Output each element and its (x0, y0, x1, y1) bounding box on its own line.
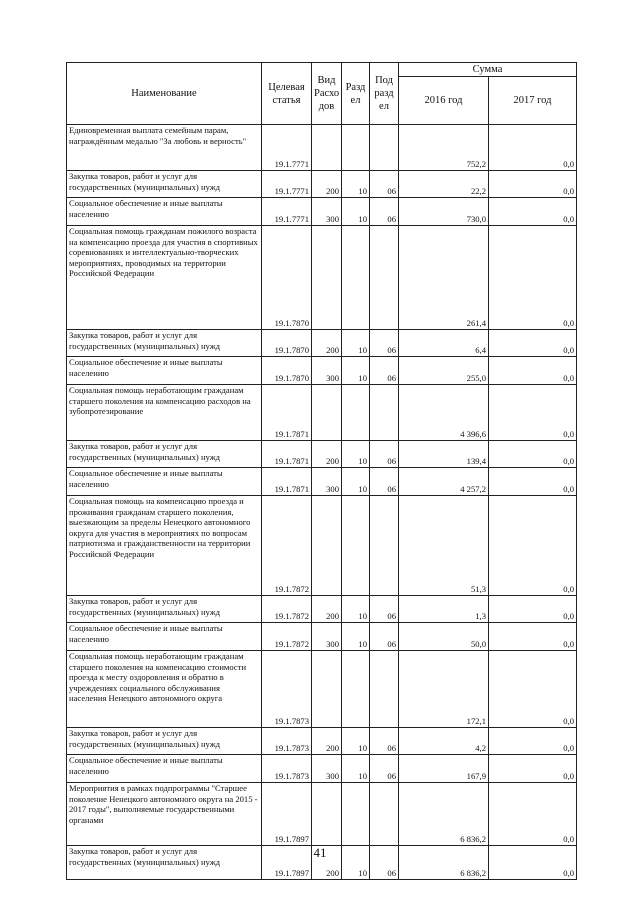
table-cell-expense-type (312, 226, 342, 330)
table-cell-2017: 0,0 (489, 125, 577, 171)
header-name: Наименование (67, 63, 262, 125)
header-sum: Сумма (399, 63, 577, 77)
table-cell-article: 19.1.7771 (262, 171, 312, 198)
table-cell-2017: 0,0 (489, 651, 577, 728)
table-cell-2016: 172,1 (399, 651, 489, 728)
table-cell-expense-type: 300 (312, 468, 342, 496)
table-cell-name: Закупка товаров, работ и услуг для государственных (муниципальных) нужд (67, 728, 262, 755)
table-cell-2016: 51,3 (399, 496, 489, 596)
table-row (67, 441, 577, 468)
table-cell-section (342, 226, 370, 330)
table-cell-name: Единовременная выплата семейным парам, награждённым медалью "За любовь и верность" (67, 125, 262, 171)
table-cell-name: Социальное обеспечение и иные выплаты населению (67, 357, 262, 385)
table-cell-subsection: 06 (370, 755, 399, 783)
table-cell-expense-type: 200 (312, 330, 342, 357)
table-cell-2016: 6 836,2 (399, 783, 489, 846)
table-cell-2016: 167,9 (399, 755, 489, 783)
table-cell-2017: 0,0 (489, 198, 577, 226)
table-cell-expense-type: 300 (312, 623, 342, 651)
table-cell-2016: 4 257,2 (399, 468, 489, 496)
table-cell-expense-type: 300 (312, 755, 342, 783)
table-cell-expense-type: 300 (312, 198, 342, 226)
table-cell-2016: 1,3 (399, 596, 489, 623)
table-cell-2016: 4 396,6 (399, 385, 489, 441)
table-cell-name: Мероприятия в рамках подпрограммы "Старшее поколение Ненецкого автономного округа на 2015 - 2017 годы", выполняемые государственными органами (67, 783, 262, 846)
table-cell-2016: 139,4 (399, 441, 489, 468)
table-cell-expense-type: 200 (312, 728, 342, 755)
table-cell-section: 10 (342, 623, 370, 651)
table-cell-2017: 0,0 (489, 385, 577, 441)
table-cell-section: 10 (342, 198, 370, 226)
table-row (67, 357, 577, 385)
table-cell-expense-type (312, 496, 342, 596)
table-row (67, 385, 577, 441)
table-cell-2016: 752,2 (399, 125, 489, 171)
table-cell-name: Социальное обеспечение и иные выплаты населению (67, 198, 262, 226)
table-cell-2016: 730,0 (399, 198, 489, 226)
table-cell-subsection: 06 (370, 171, 399, 198)
table-cell-name: Социальное обеспечение и иные выплаты населению (67, 623, 262, 651)
table-cell-section: 10 (342, 441, 370, 468)
table-cell-subsection: 06 (370, 728, 399, 755)
table-cell-2017: 0,0 (489, 468, 577, 496)
table-cell-subsection (370, 226, 399, 330)
table-cell-article: 19.1.7872 (262, 596, 312, 623)
table-row (67, 330, 577, 357)
table-cell-subsection: 06 (370, 198, 399, 226)
table-cell-expense-type: 200 (312, 441, 342, 468)
table-cell-2017: 0,0 (489, 846, 577, 880)
table-row (67, 728, 577, 755)
header-expense-type: Вид Расхо дов (312, 63, 342, 125)
table-cell-2016: 50,0 (399, 623, 489, 651)
table-cell-section (342, 125, 370, 171)
table-cell-section (342, 496, 370, 596)
table-cell-expense-type: 300 (312, 357, 342, 385)
table-cell-article: 19.1.7873 (262, 728, 312, 755)
table-cell-section (342, 385, 370, 441)
header-target-article: Целевая статья (262, 63, 312, 125)
table-cell-2017: 0,0 (489, 728, 577, 755)
table-cell-article: 19.1.7872 (262, 496, 312, 596)
table-cell-section: 10 (342, 846, 370, 880)
table-cell-section: 10 (342, 357, 370, 385)
table-cell-section: 10 (342, 468, 370, 496)
table-cell-name: Социальная помощь неработающим гражданам старшего поколения на компенсацию расходов на зубопротезирование (67, 385, 262, 441)
table-cell-article: 19.1.7873 (262, 755, 312, 783)
table-cell-section: 10 (342, 728, 370, 755)
table-cell-subsection (370, 651, 399, 728)
table-row (67, 226, 577, 330)
header-subsection: Под разд ел (370, 63, 399, 125)
table-cell-2017: 0,0 (489, 496, 577, 596)
table-cell-article: 19.1.7897 (262, 846, 312, 880)
table-cell-subsection: 06 (370, 330, 399, 357)
table-cell-subsection (370, 385, 399, 441)
table-row (67, 171, 577, 198)
table-cell-article: 19.1.7871 (262, 385, 312, 441)
table-cell-article: 19.1.7771 (262, 198, 312, 226)
table-cell-article: 19.1.7873 (262, 651, 312, 728)
table-cell-section: 10 (342, 171, 370, 198)
table-row (67, 755, 577, 783)
table-cell-name: Закупка товаров, работ и услуг для государственных (муниципальных) нужд (67, 596, 262, 623)
table-cell-article: 19.1.7870 (262, 226, 312, 330)
table-cell-subsection (370, 125, 399, 171)
table-body (67, 125, 577, 880)
table-row (67, 623, 577, 651)
table-cell-2016: 255,0 (399, 357, 489, 385)
table-cell-section (342, 651, 370, 728)
table-cell-section: 10 (342, 596, 370, 623)
table-cell-name: Социальная помощь гражданам пожилого возраста на компенсацию проезда для участия в спортивных соревнованиях и интеллектуально-творческих мероприятиях, проводимых на территории Российской Федерации (67, 226, 262, 330)
table-cell-2017: 0,0 (489, 330, 577, 357)
table-row (67, 468, 577, 496)
table-cell-2017: 0,0 (489, 755, 577, 783)
table-cell-section (342, 783, 370, 846)
table-cell-section: 10 (342, 330, 370, 357)
table-cell-2016: 261,4 (399, 226, 489, 330)
table-cell-2017: 0,0 (489, 623, 577, 651)
table-cell-2017: 0,0 (489, 357, 577, 385)
table-cell-2017: 0,0 (489, 226, 577, 330)
table-cell-subsection: 06 (370, 623, 399, 651)
table-cell-2016: 6,4 (399, 330, 489, 357)
table-cell-article: 19.1.7870 (262, 357, 312, 385)
page-number: 41 (313, 845, 327, 860)
table-row (67, 596, 577, 623)
table-cell-name: Закупка товаров, работ и услуг для государственных (муниципальных) нужд (67, 846, 262, 880)
budget-table (66, 62, 577, 880)
table-cell-expense-type (312, 783, 342, 846)
header-year-2016: 2016 год (399, 77, 489, 125)
table-cell-name: Социальная помощь на компенсацию проезда и проживания гражданам старшего поколения, выезжающим за пределы Ненецкого автономного округа для участия в мероприятиях по вопросам патриотизма и гражданственности на территории Российской Федерации (67, 496, 262, 596)
header-year-2017: 2017 год (489, 77, 577, 125)
table-cell-2016: 4,2 (399, 728, 489, 755)
table-cell-subsection: 06 (370, 468, 399, 496)
table-cell-subsection: 06 (370, 441, 399, 468)
table-cell-expense-type (312, 651, 342, 728)
table-cell-expense-type (312, 385, 342, 441)
table-cell-subsection: 06 (370, 596, 399, 623)
table-cell-name: Закупка товаров, работ и услуг для государственных (муниципальных) нужд (67, 330, 262, 357)
table-row (67, 496, 577, 596)
table-cell-article: 19.1.7870 (262, 330, 312, 357)
table-cell-expense-type (312, 125, 342, 171)
table-cell-expense-type: 200 (312, 171, 342, 198)
header-section: Разд ел (342, 63, 370, 125)
table-cell-name: Социальное обеспечение и иные выплаты населению (67, 755, 262, 783)
table-cell-2016: 22,2 (399, 171, 489, 198)
table-cell-article: 19.1.7871 (262, 441, 312, 468)
table-cell-subsection (370, 783, 399, 846)
table-row (67, 651, 577, 728)
table-row (67, 125, 577, 171)
table-cell-2017: 0,0 (489, 783, 577, 846)
table-cell-expense-type: 200 (312, 846, 342, 880)
table-cell-name: Социальная помощь неработающим гражданам старшего поколения на компенсацию стоимости проезда к месту оздоровления и обратно в учреждениях социального обслуживания населения Ненецкого автономного округа (67, 651, 262, 728)
table-cell-article: 19.1.7771 (262, 125, 312, 171)
table-cell-2017: 0,0 (489, 596, 577, 623)
table-cell-section: 10 (342, 755, 370, 783)
table-cell-name: Закупка товаров, работ и услуг для государственных (муниципальных) нужд (67, 441, 262, 468)
table-cell-2017: 0,0 (489, 441, 577, 468)
table-cell-name: Социальное обеспечение и иные выплаты населению (67, 468, 262, 496)
table-cell-article: 19.1.7872 (262, 623, 312, 651)
table-cell-subsection (370, 496, 399, 596)
table-cell-name: Закупка товаров, работ и услуг для государственных (муниципальных) нужд (67, 171, 262, 198)
table-cell-article: 19.1.7897 (262, 783, 312, 846)
table-cell-subsection: 06 (370, 357, 399, 385)
table-cell-subsection: 06 (370, 846, 399, 880)
table-cell-2017: 0,0 (489, 171, 577, 198)
table-cell-2016: 6 836,2 (399, 846, 489, 880)
table-cell-expense-type: 200 (312, 596, 342, 623)
table-row (67, 783, 577, 846)
table-cell-article: 19.1.7871 (262, 468, 312, 496)
table-row (67, 198, 577, 226)
